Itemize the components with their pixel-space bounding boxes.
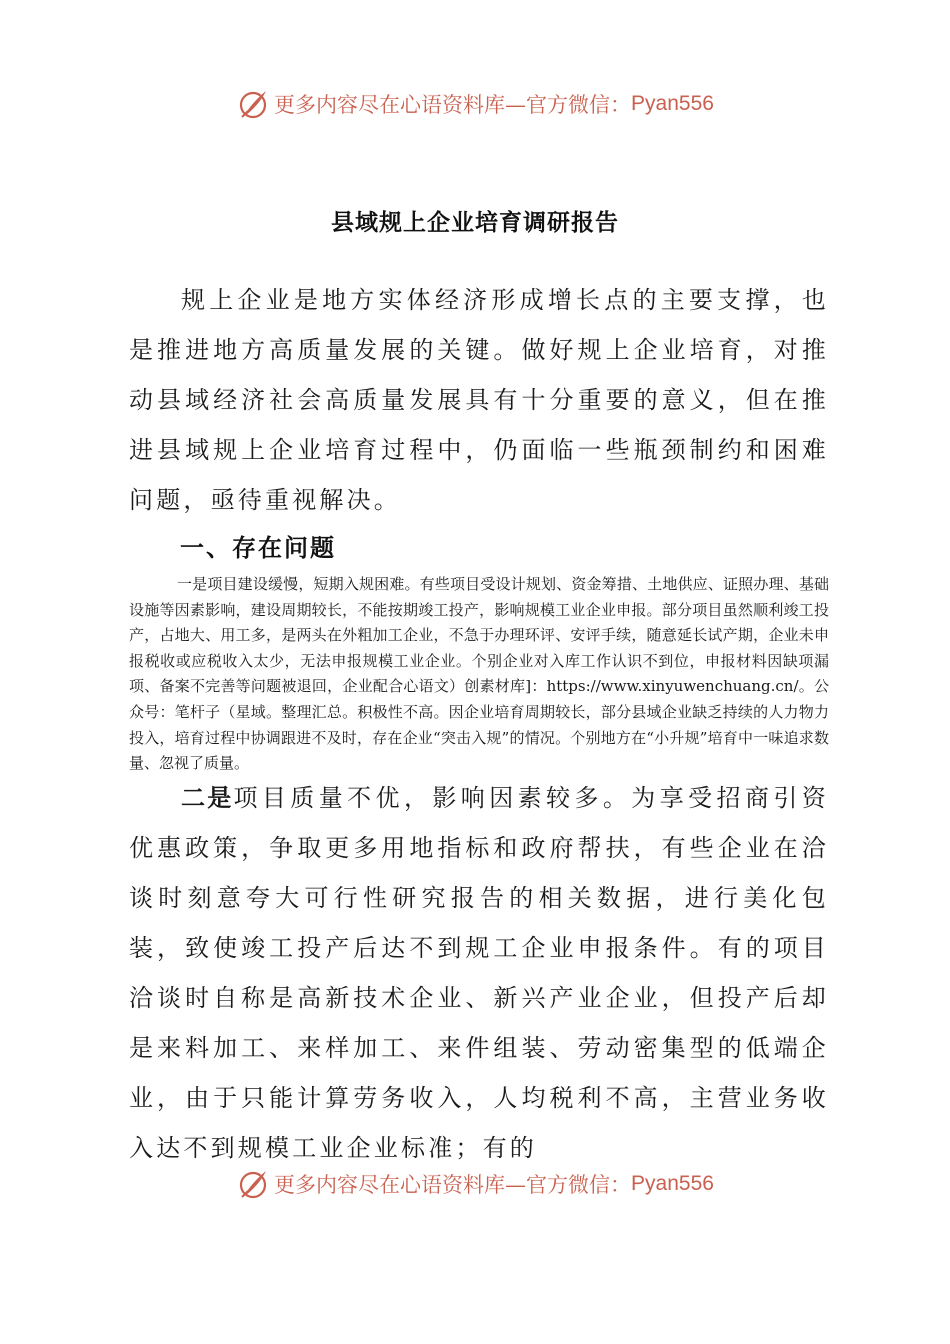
header-banner	[0, 80, 950, 128]
point-two-paragraph	[129, 773, 829, 1173]
quill-logo-icon	[236, 1167, 270, 1201]
banner-text: 更多内容尽在心语资料库—官方微信：	[274, 1173, 632, 1197]
point-two-lead: 二是	[181, 784, 234, 812]
banner-wechat-id: Pyan556	[631, 92, 714, 115]
point-one-paragraph: 一是项目建设缓慢，短期入规困难。有些项目受设计规划、资金筹措、土地供应、证照办理、基础设施等因素影响，建设周期较长，不能按期竣工投产，影响规模工业企业申报。部分项目虽然顺利竣工投产，占地大、用工多，是两头在外粗加工企业，不急于办理环评、安评手续，随意延长试产期，企业未申报税收或应税收入太少，无法申报规模工业企业。个别企业对入库工作认识不到位，申报材料因缺项漏项、备案不完善等问题被退回，企业配合心语文）创素材库]：https://www.xinyuwenchuang.cn/。公众号：笔杆子（星域。整理汇总。积极性不高。因企业培育周期较长，部分县域企业缺乏持续的人力物力投入，培育过程中协调跟进不及时，存在企业“突击入规”的情况。个别地方在“小升规”培育中一味追求数量、忽视了质量。	[129, 575, 829, 773]
quill-logo-icon	[236, 87, 270, 121]
footer-banner	[0, 1160, 950, 1208]
point-two-body: 项目质量不优，影响因素较多。为享受招商引资优惠政策，争取更多用地指标和政府帮扶，有些企业在洽谈时刻意夸大可行性研究报告的相关数据，进行美化包装，致使竣工投产后达不到规工企业申报条件。有的项目洽谈时自称是高新技术企业、新兴产业企业，但投产后却是来料加工、来样加工、来件组装、劳动密集型的低端企业，由于只能计算劳务收入，人均税利不高，主营业务收入达不到规模工业企业标准；有的	[129, 784, 829, 1162]
intro-paragraph: 规上企业是地方实体经济形成增长点的主要支撑，也是推进地方高质量发展的关键。做好规上企业培育，对推动县域经济社会高质量发展具有十分重要的意义，但在推进县域规上企业培育过程中，仍面临一些瓶颈制约和困难问题，亟待重视解决。	[129, 286, 829, 514]
section-heading: 一、存在问题	[180, 534, 336, 562]
banner-wechat-id: Pyan556	[631, 1172, 714, 1195]
banner-text: 更多内容尽在心语资料库—官方微信：	[274, 93, 632, 117]
document-title: 县域规上企业培育调研报告	[331, 210, 619, 236]
